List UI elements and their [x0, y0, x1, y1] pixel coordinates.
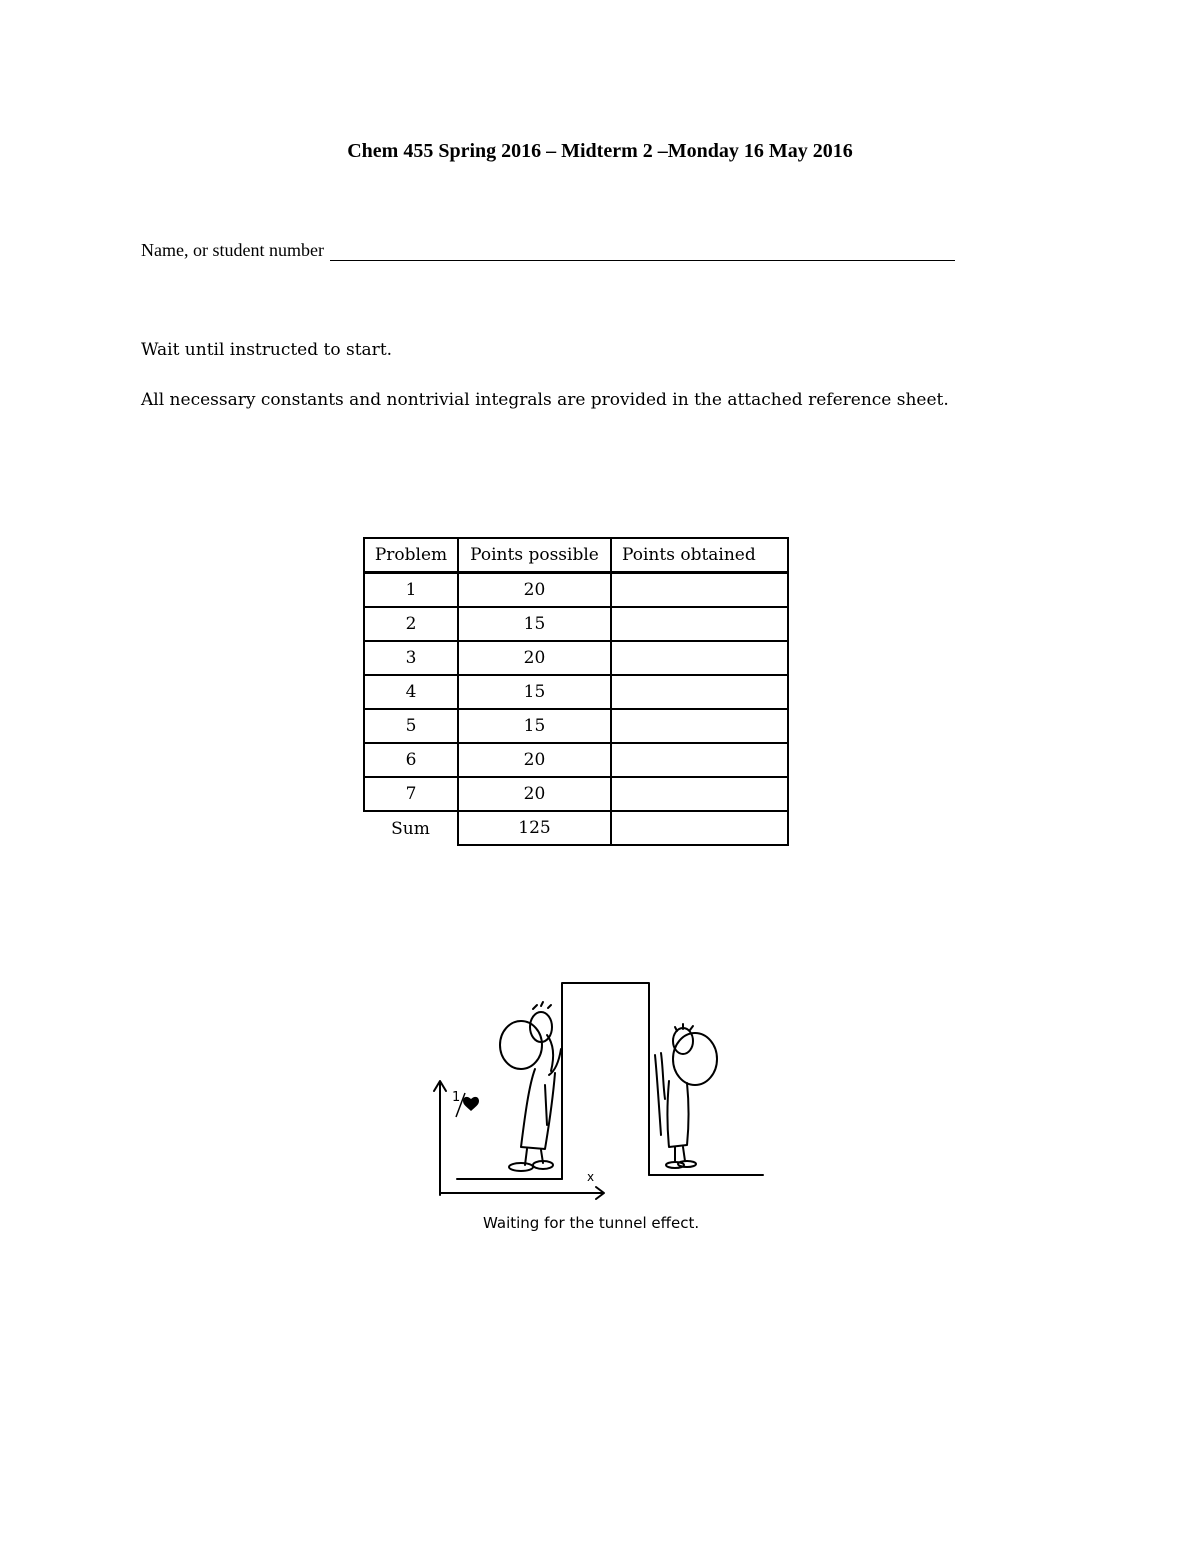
table-row	[364, 641, 788, 675]
points-possible: 20	[458, 743, 611, 777]
table-row	[364, 777, 788, 811]
points-obtained[interactable]	[611, 573, 788, 608]
points-possible: 15	[458, 709, 611, 743]
problem-number: 2	[364, 607, 458, 641]
table-row	[364, 607, 788, 641]
cartoon-caption: Waiting for the tunnel effect.	[483, 1214, 700, 1232]
table-row	[364, 743, 788, 777]
y-axis-label-numerator: 1	[452, 1090, 461, 1105]
problem-number: 3	[364, 641, 458, 675]
header-points-possible: Points possible	[458, 538, 611, 573]
points-obtained[interactable]	[611, 709, 788, 743]
sum-obtained[interactable]	[611, 811, 788, 845]
table-row	[364, 675, 788, 709]
score-table-header	[364, 538, 788, 573]
points-possible: 20	[458, 641, 611, 675]
points-obtained[interactable]	[611, 641, 788, 675]
instruction-constants: All necessary constants and nontrivial integrals are provided in the attached reference sheet.	[141, 390, 949, 410]
sum-row	[364, 811, 788, 845]
sum-label: Sum	[364, 811, 458, 845]
points-possible: 20	[458, 573, 611, 608]
header-problem: Problem	[364, 538, 458, 573]
x-axis-label: x	[587, 1170, 595, 1184]
name-blank-line[interactable]	[330, 240, 955, 261]
exam-title: Chem 455 Spring 2016 – Midterm 2 –Monday 16 May 2016	[347, 140, 853, 162]
sum-possible: 125	[458, 811, 611, 845]
problem-number: 4	[364, 675, 458, 709]
points-possible: 20	[458, 777, 611, 811]
instruction-wait: Wait until instructed to start.	[141, 340, 393, 360]
right-character	[655, 1024, 717, 1168]
points-obtained[interactable]	[611, 607, 788, 641]
problem-number: 7	[364, 777, 458, 811]
problem-number: 5	[364, 709, 458, 743]
name-field-label: Name, or student number	[141, 240, 324, 260]
points-possible: 15	[458, 675, 611, 709]
points-obtained[interactable]	[611, 777, 788, 811]
points-obtained[interactable]	[611, 675, 788, 709]
table-row	[364, 573, 788, 608]
heart-icon	[463, 1097, 479, 1111]
header-points-obtained: Points obtained	[611, 538, 788, 573]
potential-barrier	[562, 983, 649, 1179]
score-table	[363, 537, 789, 846]
left-character	[500, 1002, 561, 1171]
problem-number: 6	[364, 743, 458, 777]
tunnel-effect-cartoon	[425, 975, 775, 1205]
problem-number: 1	[364, 573, 458, 608]
table-row	[364, 709, 788, 743]
points-obtained[interactable]	[611, 743, 788, 777]
name-field[interactable]	[141, 240, 955, 261]
points-possible: 15	[458, 607, 611, 641]
